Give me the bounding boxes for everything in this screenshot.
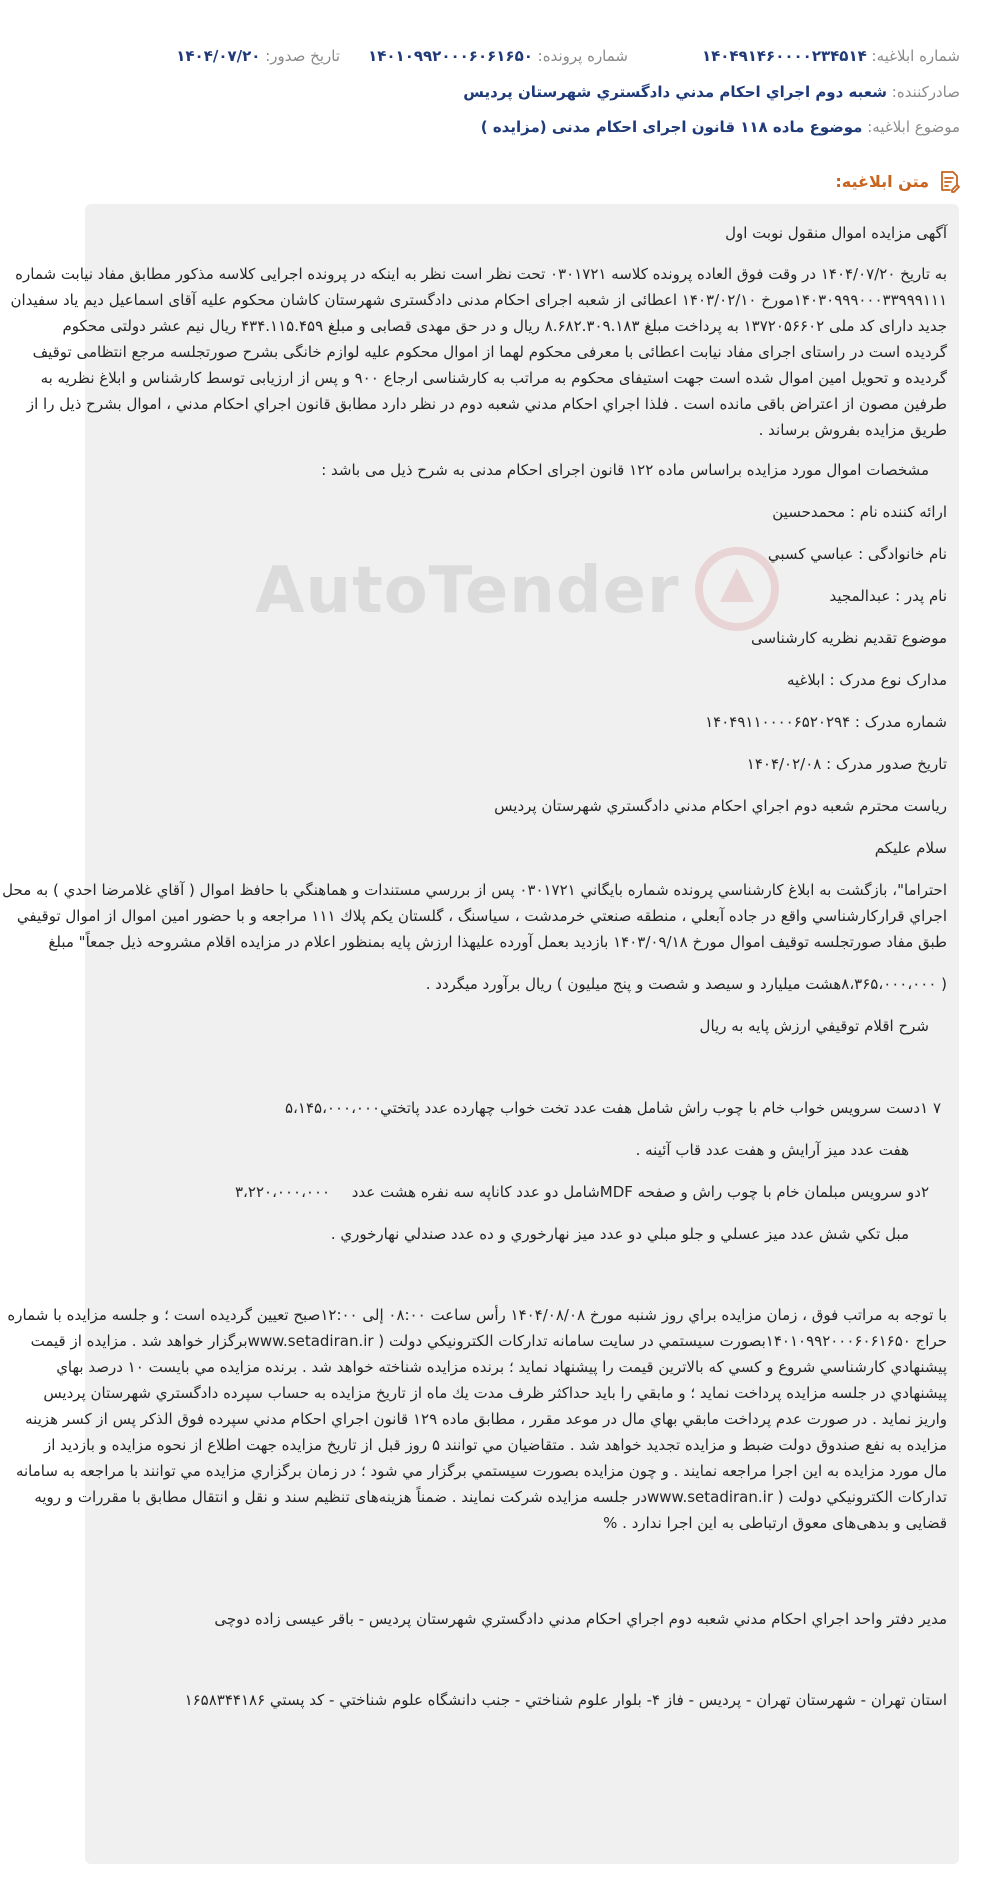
paragraph-3-line: با توجه به مراتب فوق ، زمان مزايده براي روز شنبه مورخ ۱۴۰۴/۰۸/۰۸ رأس ساعت ۰۸:۰۰ إلى ۱۲:۰۰صبح تعيين گرديده است ؛ و جلسه مزايده با شماره — [7, 1306, 947, 1324]
case-number-value: ۱۴۰۱۰۹۹۲۰۰۰۶۰۶۱۶۵۰ — [368, 47, 533, 65]
watermark-text: AutoTender — [255, 554, 680, 628]
paragraph-3-line: پيشنهادي در جلسه مزايده پرداخت نمايد ؛ و مابقي را بايد حداكثر ظرف مدت يك ماه از تاريخ مزايده به حساب سپرده دادگستري شهرستان پرديس — [43, 1384, 947, 1402]
subject — [481, 118, 960, 136]
spec-title: مشخصات اموال مورد مزایده براساس ماده ۱۲۲ قانون اجرای احکام مدنی به شرح ذیل می باشد : — [321, 461, 929, 479]
meta-row-subject — [0, 118, 1000, 142]
address-line: استان تهران - شهرستان تهران - پرديس - فاز ۴- بلوار علوم شناختي - جنب دانشگاه علوم شناختي - كد پستي ۱۶۵۸۳۴۴۱۸۶ — [184, 1691, 947, 1709]
paragraph-3-line: مزايده به نفع صندوق دولت ضبط و مزايده تجديد خواهد شد . متقاضيان مي توانند ۵ روز قبل از تاريخ مزايده جهت اطلاع از نحوه مزايده و بازديد از — [43, 1436, 947, 1454]
issue-date-value: ۱۴۰۴/۰۷/۲۰ — [176, 47, 261, 65]
item-1-value: ۵،۱۴۵،۰۰۰،۰۰۰ — [285, 1099, 381, 1117]
greeting: سلام علیکم — [874, 839, 947, 857]
paragraph-2-line: احتراما"، بازگشت به ابلاغ كارشناسي پرونده شماره بايگاني ۰۳۰۱۷۲۱ پس از بررسي مستندات و هماهنگي با حافظ اموال ( آقاي غلامرضا احدي ) به محل — [2, 881, 947, 899]
paragraph-1-line: طریق مزایده بفروش برساند . — [758, 421, 947, 439]
paragraph-1-line: طرفین مصون از اعتراض باقی مانده است . فلذا اجراي احكام مدني شعبه دوم در نظر دارد مطابق قانون اجراي احكام مدني ، اموال بشرح ذيل را از — [26, 395, 947, 413]
subject-label: موضوع ابلاغیه: — [867, 118, 960, 136]
issuer-value: شعبه دوم اجراي احكام مدني دادگستري شهرستان پرديس — [463, 83, 887, 101]
meta-row-numbers — [0, 47, 1000, 71]
paragraph-1-line: جدید دارای کد ملی ۱۳۷۲۰۵۶۶۰۲ به پرداخت مبلغ ۸.۶۸۲.۳۰۹.۱۸۳ ریال و در حق مهدی قصابی و مبلغ ۴۳۴.۱۱۵.۴۵۹ ریال نیم عشر دولتی محکوم — [62, 317, 947, 335]
paragraph-3-line: حراج ۱۴۰۱۰۹۹۲۰۰۰۶۰۶۱۶۵۰بصورت سيستمي در سايت سامانه تداركات الكترونيكي دولت ( www.setadiran.irبرگزار خواهد شد . مزايده از قيمت — [30, 1332, 947, 1350]
field-document-number: شماره مدرک : ۱۴۰۴۹۱۱۰۰۰۰۶۵۲۰۲۹۴ — [705, 713, 947, 731]
paragraph-3-line: قضایی و بدهی‌های معوق ارتباطی به این اجرا ندارد . % — [603, 1514, 947, 1532]
issue-date — [176, 47, 340, 65]
paragraph-1-line: ۱۴۰۳۰۹۹۹۰۰۰۳۳۹۹۹۱۱۱مورخ ۱۴۰۳/۰۲/۱۰ اعطائی از شعبه اجرای احکام مدنی دادگستری شهرستان کاشان محکوم علیه آقای اسماعیل دیم یاد سفیدان — [10, 291, 947, 309]
case-number — [368, 47, 628, 65]
issuer-label: صادرکننده: — [891, 83, 960, 101]
field-document-type: مدارک نوع مدرک : ابلاغیه — [786, 671, 947, 689]
paragraph-3-line: تداركات الكترونيكي دولت ( www.setadiran.irدر جلسه مزايده شركت نمايند . ضمناً هزینه‌های تنظیم سند و نقل و انتقال مطابق با مقررات و رویه — [34, 1488, 947, 1506]
paragraph-3-line: واريز نمايد . در صورت عدم پرداخت مابقي بهاي مال در موعد مقرر ، مطابق ماده ۱۲۹ قانون اجراي احكام مدني سپرده فوق الذكر پس از كسر هزينه — [25, 1410, 947, 1428]
document-note-icon — [937, 169, 961, 193]
notice-body-box — [2, 204, 959, 1864]
field-family-name: نام خانوادگی : عباسي كسبي — [767, 545, 947, 563]
meta-row-issuer — [0, 83, 1000, 107]
notice-number — [702, 47, 960, 65]
amount-line: ( ۸،۳۶۵،۰۰۰،۰۰۰هشت ميليارد و سيصد و شصت و پنج ميليون ) ريال برآورد ميگردد . — [425, 975, 947, 993]
item-2-value: ۳،۲۲۰،۰۰۰،۰۰۰ — [235, 1183, 331, 1201]
manager-signature-line: مدير دفتر واحد اجراي احكام مدني شعبه دوم اجراي احكام مدني دادگستري شهرستان پرديس - باقر عيسى زاده دوچی — [214, 1610, 947, 1628]
paragraph-3-line: پيشنهادي كارشناسي شروع و كسي كه بالاترين قيمت را پيشنهاد نمايد ؛ برنده مزايده شناخته خواهد شد . برنده مزايده مي بايست ۱۰ درصد بهاي — [56, 1358, 947, 1376]
paragraph-2-line: طبق مفاد صورتجلسه توقيف اموال مورخ ۱۴۰۳/۰۹/۱۸ بازديد بعمل آورده عليهذا ارزش پايه بمنظور اعلام در مزايده اقلام مشروحه ذيل جمعاً" مبلغ — [48, 933, 947, 951]
field-father-name: نام پدر : عبدالمجید — [829, 587, 947, 605]
field-provider: ارائه کننده نام : محمدحسین — [772, 503, 947, 521]
field-subject: موضوع تقدیم نظریه کارشناسی — [751, 629, 947, 647]
item-2-description: ۲دو سرويس مبلمان خام با چوب راش و صفحه MDFشامل دو عدد كاناپه سه نفره هشت عدد — [351, 1183, 929, 1201]
field-document-date: تاریخ صدور مدرک : ۱۴۰۴/۰۲/۰۸ — [746, 755, 947, 773]
notice-number-value: ۱۴۰۴۹۱۴۶۰۰۰۰۲۳۴۵۱۴ — [701, 47, 867, 65]
case-number-label: شماره پرونده: — [537, 47, 628, 65]
item-2-continuation: مبل تكي شش عدد ميز عسلي و جلو مبلي دو عدد ميز نهارخوري و ده عدد صندلي نهارخوري . — [330, 1225, 909, 1243]
paragraph-1-line: به تاریخ ۱۴۰۴/۰۷/۲۰ در وقت فوق العاده پرونده کلاسه ۰۳۰۱۷۲۱ تحت نظر است نظر به اینکه در پرونده اجرایی کلاسه مذکور مطابق مفاد نیابت شماره — [15, 265, 947, 283]
paragraph-2-line: اجراي قراركارشناسي واقع در جاده آبعلي ، منطقه صنعتي خرمدشت ، سياسنگ ، گلستان يكم پلاك ۱۱۱ مراجعه و با حضور امين اموال از اموال توقيفي — [16, 907, 947, 925]
item-1-continuation: هفت عدد ميز آرايش و هفت عدد قاب آئينه . — [635, 1141, 909, 1159]
section-title — [835, 168, 961, 194]
addressee: رياست محترم شعبه دوم اجراي احكام مدني دادگستري شهرستان پرديس — [494, 797, 947, 815]
notice-heading: آگهی مزایده اموال منقول نوبت اول — [725, 224, 947, 242]
item-1-description: ۷ ۱دست سرويس خواب خام با چوب راش شامل هفت عدد تخت خواب چهارده عدد پاتختي — [380, 1099, 941, 1117]
items-header: شرح اقلام توقيفي ارزش پايه به ريال — [699, 1017, 929, 1035]
issuer — [463, 83, 960, 101]
issue-date-label: تاریخ صدور: — [265, 47, 340, 65]
notice-number-label: شماره ابلاغیه: — [871, 47, 960, 65]
paragraph-1-line: گردیده است در راستای اجرای مفاد نیابت اعطائی با معرفی محکوم لهما از اموال محکوم علیه لوازم خانگی بشرح صورتجلسه مرجع انتظامی توقیف — [32, 343, 947, 361]
paragraph-1-line: گردیده و تحویل امین اموال شده است جهت استیفای محکوم به مراتب به کارشناسی ارجاع ۹۰۰ و پس از ارزیابی توسط کارشناس و ابلاغ نظریه به — [40, 369, 947, 387]
paragraph-3-line: مال مورد مزايده به اين اجرا مراجعه نمايند . و چون مزايده بصورت سيستمي برگزار مي شود ؛ در زمان برگزاري مزايده مي توانند با مراجعه به سامانه — [15, 1462, 947, 1480]
subject-value: موضوع ماده ۱۱۸ قانون اجرای احکام مدنی (مزایده ) — [480, 118, 863, 136]
section-title-text: متن ابلاغیه: — [835, 171, 929, 191]
